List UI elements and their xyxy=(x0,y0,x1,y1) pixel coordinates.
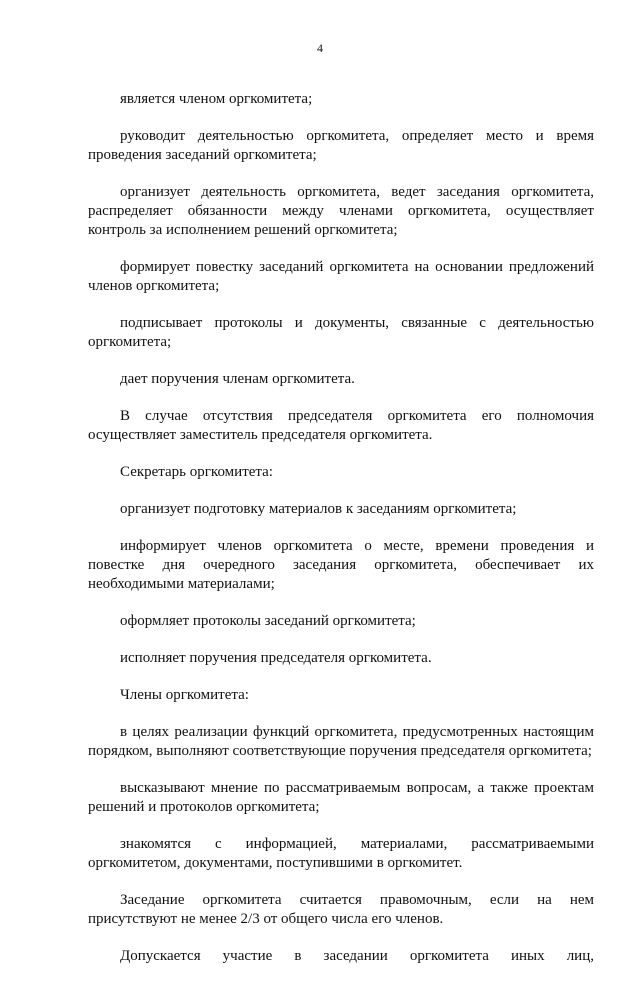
paragraph: Секретарь оргкомитета: xyxy=(120,464,273,480)
document-body xyxy=(88,90,594,984)
paragraph: высказывают мнение по рассматриваемым вопросам, а также проектам решений и протоколов оргкомитета; xyxy=(88,780,594,815)
paragraph: подписывает протоколы и документы, связанные с деятельностью оргкомитета; xyxy=(88,315,594,350)
paragraph: формирует повестку заседаний оргкомитета на основании предложений членов оргкомитета; xyxy=(88,259,594,294)
paragraph: в целях реализации функций оргкомитета, предусмотренных настоящим порядком, выполняют соответствующие поручения председателя оргкомитета; xyxy=(88,724,594,759)
paragraph: организует деятельность оргкомитета, ведет заседания оргкомитета, распределяет обязанности между членами оргкомитета, осуществляет контроль за исполнением решений оргкомитета; xyxy=(88,184,594,238)
paragraph: дает поручения членам оргкомитета. xyxy=(120,371,355,387)
paragraph: информирует членов оргкомитета о месте, времени проведения и повестке дня очередного заседания оргкомитета, обеспечивает их необходимыми материалами; xyxy=(88,538,594,592)
paragraph: организует подготовку материалов к заседаниям оргкомитета; xyxy=(120,501,517,517)
paragraph: знакомятся с информацией, материалами, рассматриваемыми оргкомитетом, документами, поступившими в оргкомитет. xyxy=(88,836,594,871)
page-number: 4 xyxy=(317,41,323,55)
paragraph: оформляет протоколы заседаний оргкомитета; xyxy=(120,613,416,629)
paragraph: Допускается участие в заседании оргкомитета иных лиц, xyxy=(120,948,594,964)
paragraph: исполняет поручения председателя оргкомитета. xyxy=(120,650,432,666)
paragraph: является членом оргкомитета; xyxy=(120,91,313,107)
paragraph: В случае отсутствия председателя оргкомитета его полномочия осуществляет заместитель председателя оргкомитета. xyxy=(88,408,594,443)
paragraph: Заседание оргкомитета считается правомочным, если на нем присутствуют не менее 2/3 от общего числа его членов. xyxy=(88,892,594,927)
paragraph: Члены оргкомитета: xyxy=(120,687,249,703)
paragraph: руководит деятельностью оргкомитета, определяет место и время проведения заседаний оргкомитета; xyxy=(88,128,594,163)
